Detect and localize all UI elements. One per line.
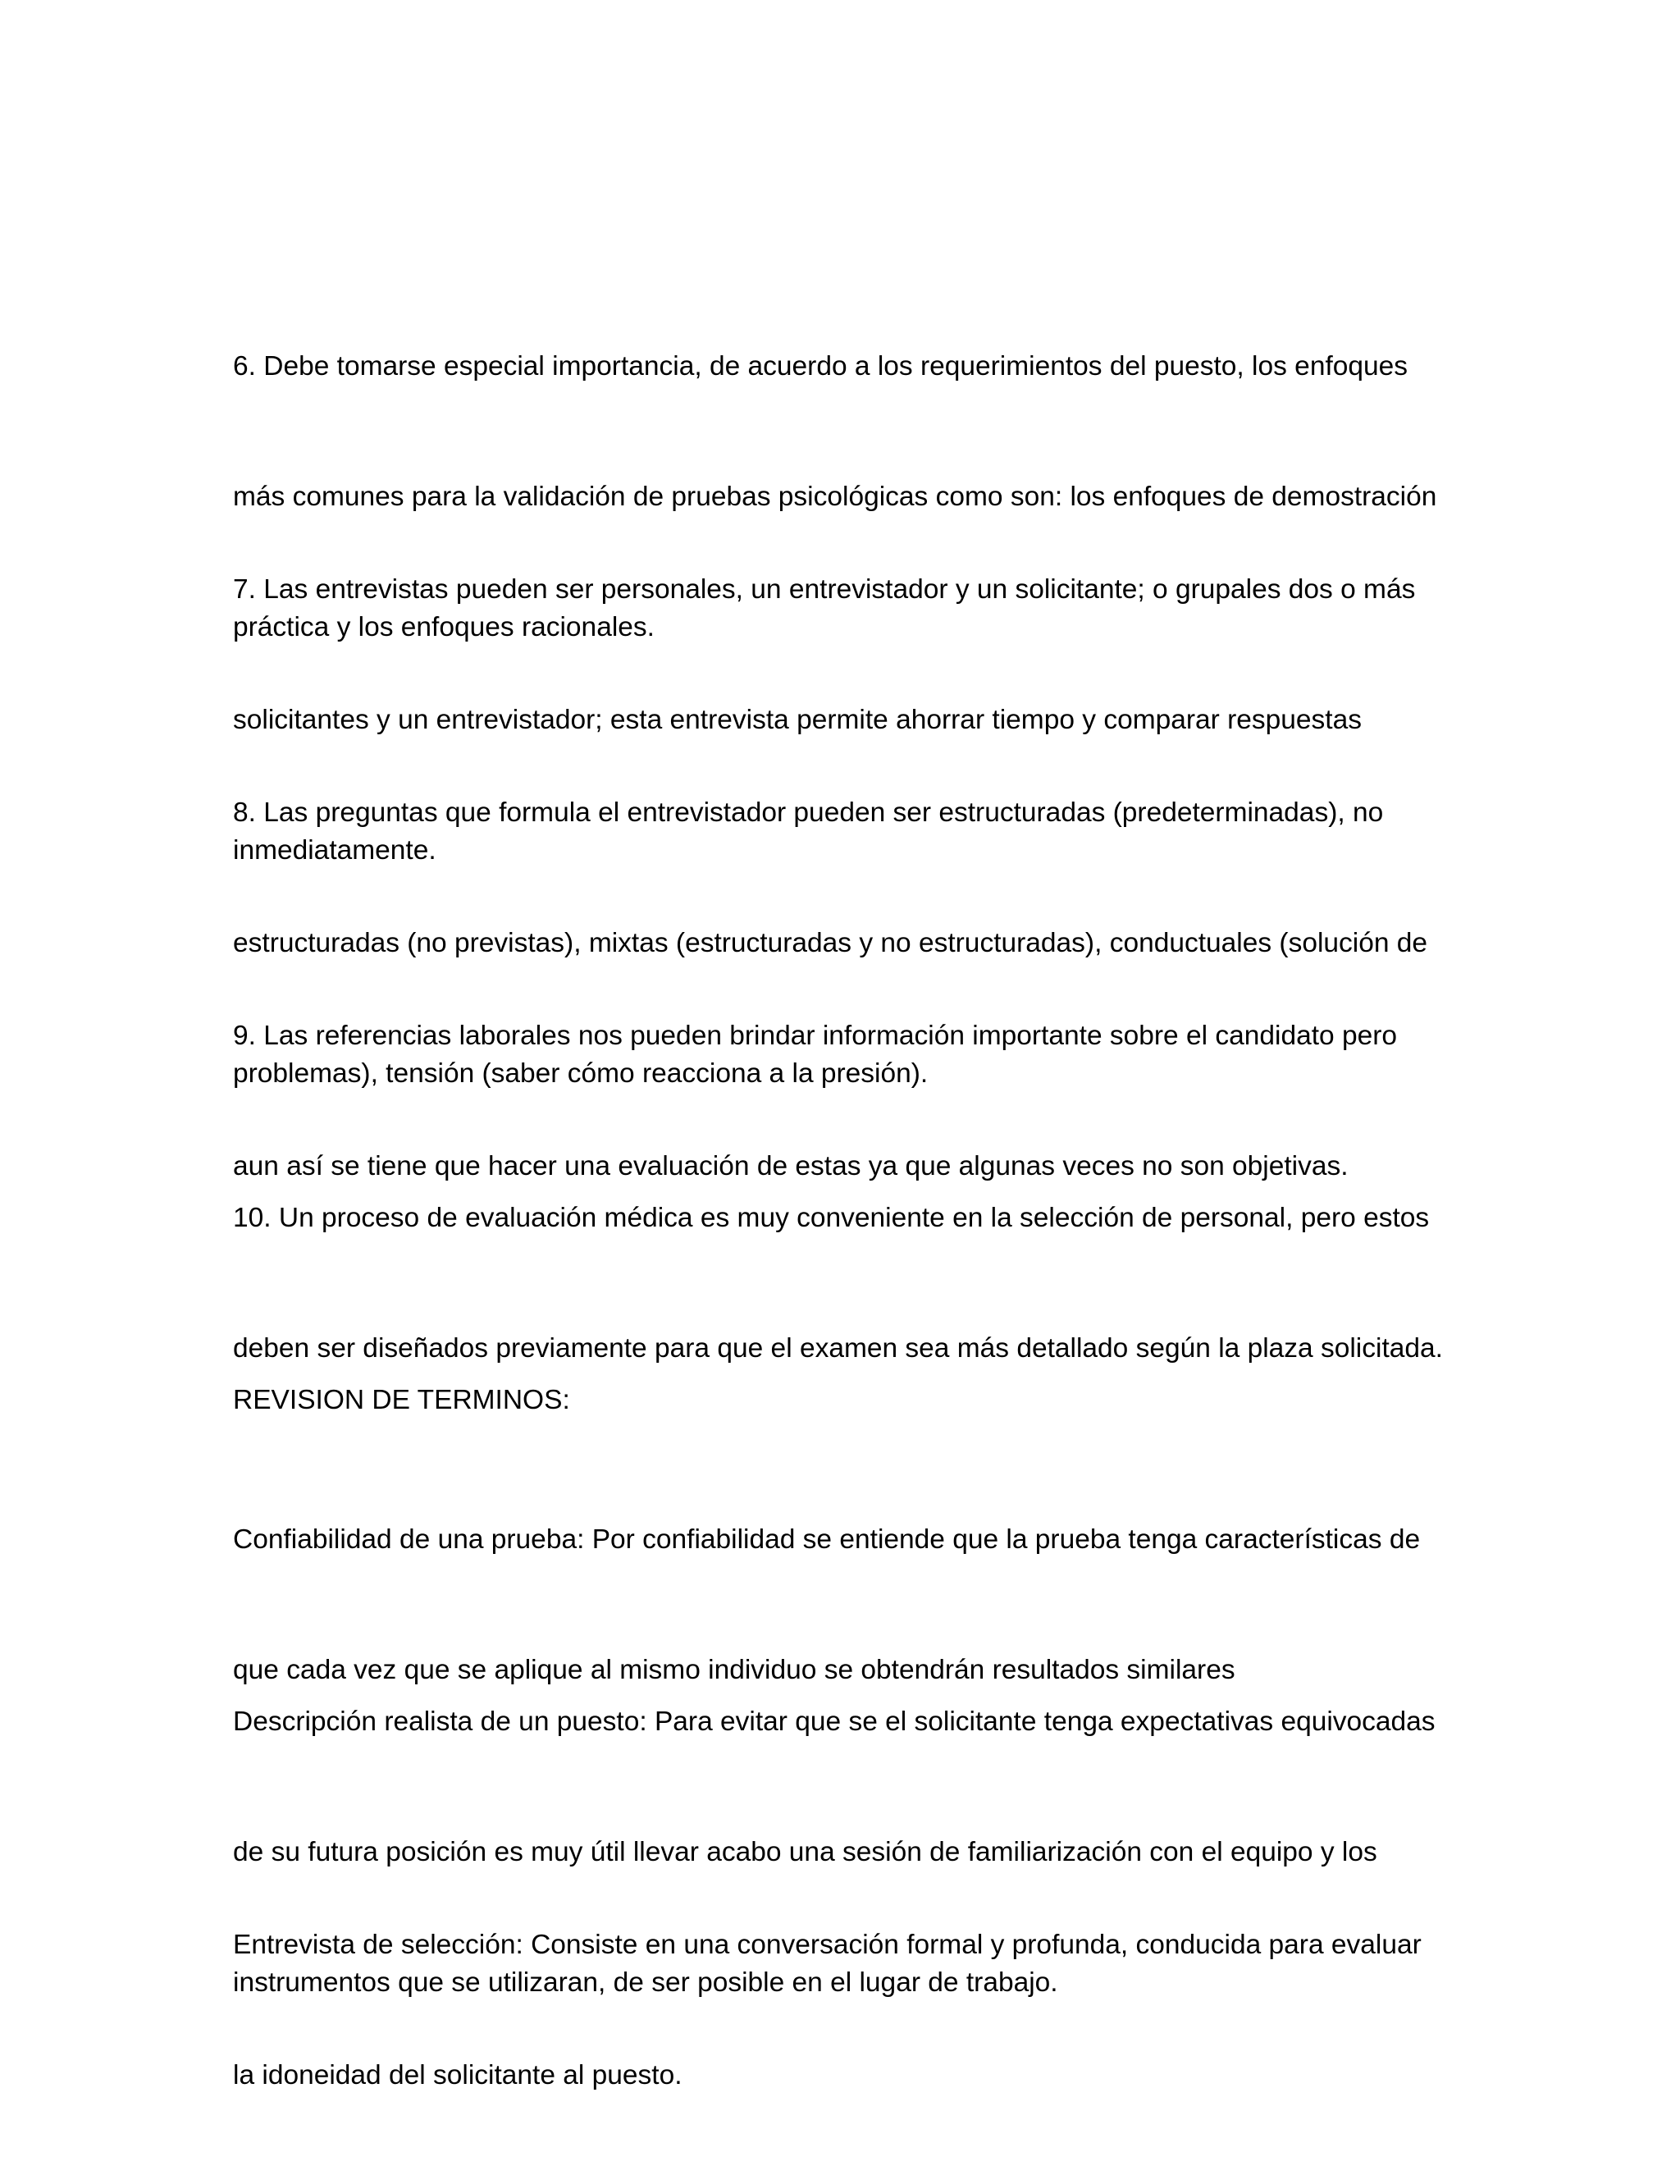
text-line: 9. Las referencias laborales nos pueden brindar información importante sobre el candidato pero — [233, 1021, 1398, 1051]
text-line: deben ser diseñados previamente para que el examen sea más detallado según la plaza solicitada. — [233, 1333, 1443, 1364]
text-line: Descripción realista de un puesto: Para evitar que se el solicitante tenga expectativas equivocadas — [233, 1707, 1436, 1737]
text-line: Confiabilidad de una prueba: Por confiabilidad se entiende que la prueba tenga características de — [233, 1524, 1421, 1555]
text-line: práctica y los enfoques racionales. — [233, 612, 655, 642]
text-line: la idoneidad del solicitante al puesto. — [233, 2060, 682, 2090]
text-line: solicitantes y un entrevistador; esta entrevista permite ahorrar tiempo y comparar respuestas — [233, 705, 1362, 735]
text-line: 8. Las preguntas que formula el entrevistador pueden ser estructuradas (predeterminadas), no — [233, 797, 1384, 828]
text-line: inmediatamente. — [233, 835, 436, 866]
text-line: que cada vez que se aplique al mismo individuo se obtendrán resultados similares — [233, 1655, 1235, 1685]
text-line: problemas), tensión (saber cómo reacciona a la presión). — [233, 1058, 929, 1089]
text-line: de su futura posición es muy útil llevar acabo una sesión de familiarización con el equipo y los — [233, 1837, 1377, 1867]
text-line: 7. Las entrevistas pueden ser personales, un entrevistador y un solicitante; o grupales dos o más — [233, 574, 1416, 605]
heading-text: REVISION DE TERMINOS: — [233, 1385, 570, 1415]
text-line: instrumentos que se utilizaran, de ser posible en el lugar de trabajo. — [233, 1967, 1058, 1998]
term-entrevista — [233, 1836, 1463, 2184]
text-line: más comunes para la validación de pruebas psicológicas como son: los enfoques de demostración — [233, 482, 1437, 512]
text-line: Entrevista de selección: Consiste en una conversación formal y profunda, conducida para evaluar — [233, 1930, 1422, 1960]
text-line: estructuradas (no previstas), mixtas (estructuradas y no estructuradas), conductuales (solución de — [233, 928, 1428, 958]
text-line: 10. Un proceso de evaluación médica es muy conveniente en la selección de personal, pero estos — [233, 1203, 1430, 1233]
text-line: 6. Debe tomarse especial importancia, de acuerdo a los requerimientos del puesto, los enfoques — [233, 351, 1408, 382]
text-line: aun así se tiene que hacer una evaluación de estas ya que algunas veces no son objetivas. — [233, 1151, 1349, 1181]
